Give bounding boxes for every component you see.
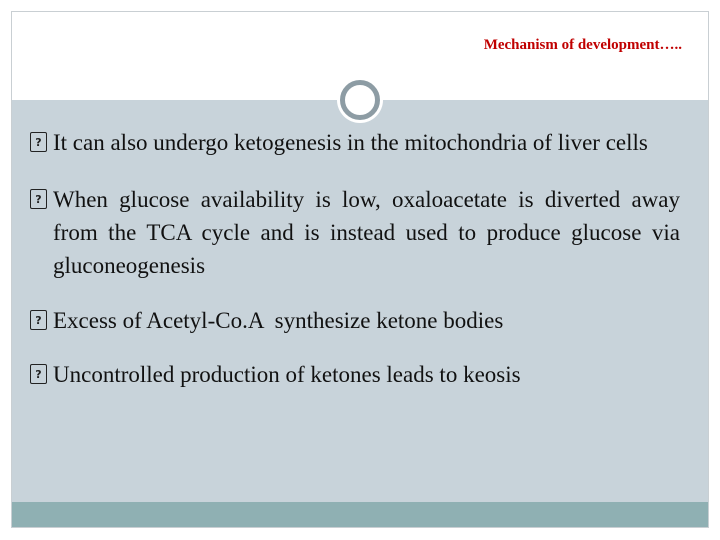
missing-glyph-icon: ?	[30, 132, 47, 152]
missing-glyph-icon: ?	[30, 364, 47, 384]
bullet-text: When glucose availability is low, oxaloacetate is diverted away from the TCA cycle and is instead used to produce glucose via gluconeogenesis	[53, 187, 680, 278]
bullet-item	[30, 358, 680, 391]
slide-title: Mechanism of development…..	[483, 37, 682, 53]
bullet-list	[30, 126, 680, 416]
bullet-text: Uncontrolled production of ketones leads to keosis	[53, 362, 521, 387]
bullet-item	[30, 126, 680, 159]
missing-glyph-icon: ?	[30, 189, 47, 209]
decorative-ring-icon	[340, 80, 380, 120]
bullet-text: Excess of Acetyl-Co.A synthesize ketone bodies	[53, 308, 504, 333]
bullet-item	[30, 183, 680, 282]
footer-bar	[12, 502, 708, 527]
bullet-text: It can also undergo ketogenesis in the mitochondria of liver cells	[53, 130, 648, 155]
bullet-item	[30, 304, 680, 337]
missing-glyph-icon: ?	[30, 310, 47, 330]
